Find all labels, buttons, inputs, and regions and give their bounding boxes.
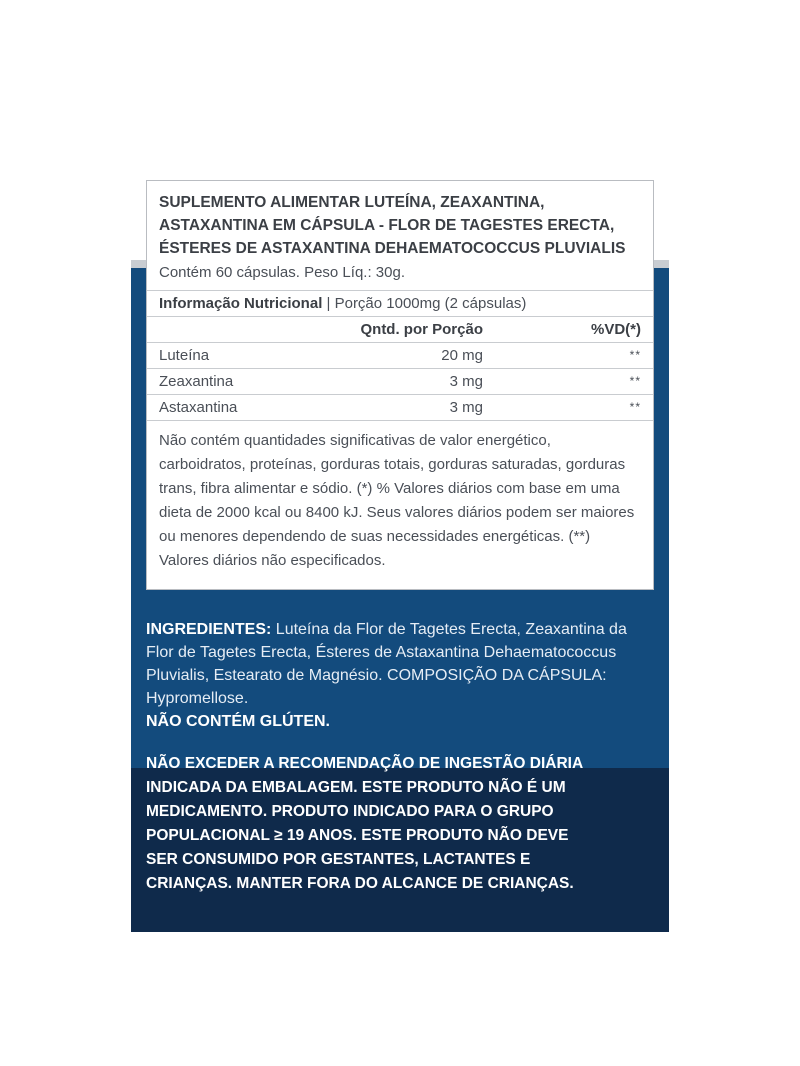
portion-text: | Porção 1000mg (2 cápsulas) (322, 295, 527, 312)
col-qty-header: Qntd. por Porção (301, 317, 495, 343)
table-row (147, 343, 653, 369)
nutrition-label (146, 180, 654, 590)
col-name-header (147, 317, 301, 343)
nutrition-heading-cell (147, 291, 653, 317)
nutrient-qty: 3 mg (301, 395, 495, 421)
ingredients-heading: INGREDIENTES: (146, 621, 272, 638)
net-contents: Contém 60 cápsulas. Peso Líq.: 30g. (159, 264, 405, 281)
column-header-row (147, 317, 653, 343)
ingredients-block (146, 618, 646, 733)
nutrient-name: Luteína (147, 343, 301, 369)
nutrient-name: Astaxantina (147, 395, 301, 421)
ingredients-text: Luteína da Flor de Tagetes Erecta, Zeaxantina da Flor de Tagetes Erecta, Ésteres de Astaxantina Dehaematococcus Pluvialis, Estearato de Magnésio. COMPOSIÇÃO DA CÁPSULA: Hypromellose. (146, 621, 627, 707)
nutrient-qty: 3 mg (301, 369, 495, 395)
warning-text: NÃO EXCEDER A RECOMENDAÇÃO DE INGESTÃO DIÁRIA INDICADA DA EMBALAGEM. ESTE PRODUTO NÃO É UM MEDICAMENTO. PRODUTO INDICADO PARA O GRUPO POPULACIONAL ≥ 19 ANOS. ESTE PRODUTO NÃO DEVE SER CONSUMIDO POR GESTANTES, LACTANTES E CRIANÇAS. MANTER FORA DO ALCANCE DE CRIANÇAS. (146, 755, 584, 892)
nutrient-vd: ** (495, 395, 653, 421)
nutrition-footnote: Não contém quantidades significativas de valor energético, carboidratos, proteínas, gorduras totais, gorduras saturadas, gorduras trans, fibra alimentar e sódio. (*) % Valores diários com base em uma dieta de 2000 kcal ou 8400 kJ. Seus valores diários podem ser maiores ou menores dependendo de suas necessidades energéticas. (**) Valores diários não especificados. (147, 420, 653, 573)
col-vd-header: %VD(*) (495, 317, 653, 343)
nutrient-name: Zeaxantina (147, 369, 301, 395)
nutrition-heading-row (147, 291, 653, 317)
nutrient-vd: ** (495, 369, 653, 395)
gluten-statement: NÃO CONTÉM GLÚTEN. (146, 713, 330, 730)
table-row (147, 395, 653, 421)
product-title: SUPLEMENTO ALIMENTAR LUTEÍNA, ZEAXANTINA, ASTAXANTINA EM CÁPSULA - FLOR DE TAGESTES ERECTA, ÉSTERES DE ASTAXANTINA DEHAEMATOCOCCUS PLUVIALIS (159, 194, 626, 257)
nutrition-table (147, 290, 653, 420)
table-row (147, 369, 653, 395)
nutrient-vd: ** (495, 343, 653, 369)
nutrition-heading: Informação Nutricional (159, 295, 323, 312)
nutrient-qty: 20 mg (301, 343, 495, 369)
